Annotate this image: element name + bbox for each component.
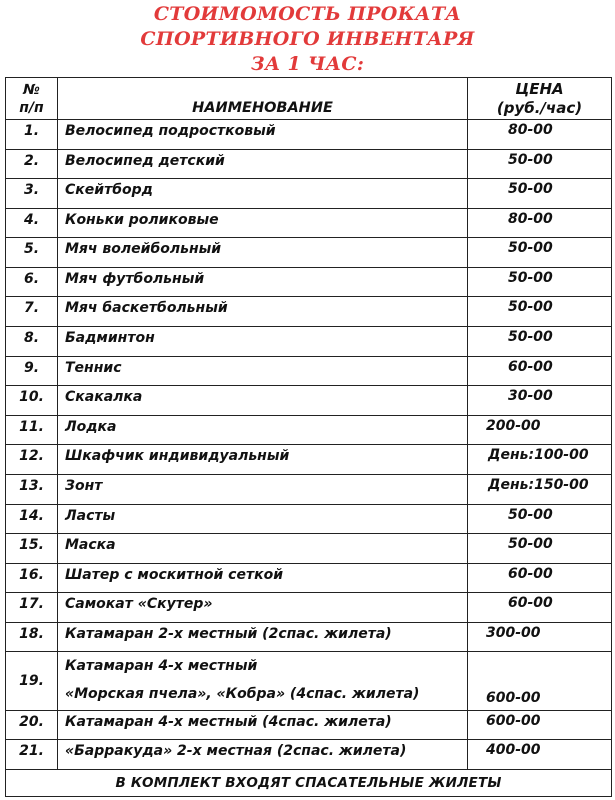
item-name: Коньки роликовые <box>58 208 468 238</box>
page-title <box>0 2 615 77</box>
item-price: 400-00 <box>468 740 612 770</box>
table-row <box>6 504 612 534</box>
row-number: 5. <box>6 238 58 268</box>
item-price: 300-00 <box>468 622 612 652</box>
row-number: 15. <box>6 534 58 564</box>
item-price: 600-00 <box>468 652 612 710</box>
table-row <box>6 120 612 150</box>
item-name-line-2: «Морская пчела», «Кобра» (4спас. жилета) <box>65 686 420 703</box>
table-row <box>6 740 612 770</box>
row-number: 1. <box>6 120 58 150</box>
table-footer-row <box>6 770 612 797</box>
table-row <box>6 622 612 652</box>
item-price: 50-00 <box>468 327 612 357</box>
item-name <box>58 652 468 710</box>
item-price: 50-00 <box>468 238 612 268</box>
item-name: Велосипед подростковый <box>58 120 468 150</box>
price-table-body <box>6 120 612 770</box>
item-price: 50-00 <box>468 504 612 534</box>
table-row <box>6 179 612 209</box>
row-number: 10. <box>6 386 58 416</box>
item-name: Маска <box>58 534 468 564</box>
title-line-3: ЗА 1 ЧАС: <box>250 53 365 75</box>
table-row <box>6 327 612 357</box>
item-name: Теннис <box>58 356 468 386</box>
item-name: Велосипед детский <box>58 149 468 179</box>
row-number: 11. <box>6 415 58 445</box>
item-price: 600-00 <box>468 710 612 740</box>
item-price: 60-00 <box>468 356 612 386</box>
table-row <box>6 149 612 179</box>
table-row <box>6 652 612 710</box>
table-row <box>6 386 612 416</box>
table-row <box>6 563 612 593</box>
item-price: 80-00 <box>468 208 612 238</box>
table-row <box>6 267 612 297</box>
item-name-line-1: Катамаран 4-х местный <box>65 658 258 675</box>
item-name: Скейтборд <box>58 179 468 209</box>
item-name: Бадминтон <box>58 327 468 357</box>
item-name: «Барракуда» 2-х местная (2спас. жилета) <box>58 740 468 770</box>
table-row <box>6 208 612 238</box>
table-row <box>6 445 612 475</box>
table-header-row <box>6 78 612 120</box>
column-header-price: ЦЕНА (руб./час) <box>468 78 612 120</box>
row-number: 17. <box>6 593 58 623</box>
table-row <box>6 356 612 386</box>
item-name: Шатер с москитной сеткой <box>58 563 468 593</box>
item-name: Самокат «Скутер» <box>58 593 468 623</box>
table-row <box>6 534 612 564</box>
row-number: 2. <box>6 149 58 179</box>
table-row <box>6 593 612 623</box>
item-name: Мяч волейбольный <box>58 238 468 268</box>
footer-note: В КОМПЛЕКТ ВХОДЯТ СПАСАТЕЛЬНЫЕ ЖИЛЕТЫ <box>6 770 612 797</box>
item-price: 80-00 <box>468 120 612 150</box>
row-number: 18. <box>6 622 58 652</box>
title-line-1: СТОИМОМОСТЬ ПРОКАТА <box>153 3 462 25</box>
row-number: 12. <box>6 445 58 475</box>
item-name: Шкафчик индивидуальный <box>58 445 468 475</box>
row-number: 4. <box>6 208 58 238</box>
row-number: 14. <box>6 504 58 534</box>
item-name: Зонт <box>58 474 468 504</box>
row-number: 6. <box>6 267 58 297</box>
item-price: 50-00 <box>468 297 612 327</box>
item-name: Катамаран 4-х местный (4спас. жилета) <box>58 710 468 740</box>
title-line-2: СПОРТИВНОГО ИНВЕНТАРЯ <box>140 28 475 50</box>
item-price: 30-00 <box>468 386 612 416</box>
item-name: Мяч футбольный <box>58 267 468 297</box>
item-price: 200-00 <box>468 415 612 445</box>
row-number: 3. <box>6 179 58 209</box>
item-name: Мяч баскетбольный <box>58 297 468 327</box>
table-row <box>6 474 612 504</box>
table-row <box>6 415 612 445</box>
table-row <box>6 238 612 268</box>
item-price: 50-00 <box>468 534 612 564</box>
item-name: Катамаран 2-х местный (2спас. жилета) <box>58 622 468 652</box>
item-price: 50-00 <box>468 179 612 209</box>
item-price: День:150-00 <box>468 474 612 504</box>
row-number: 13. <box>6 474 58 504</box>
row-number: 21. <box>6 740 58 770</box>
item-price: 50-00 <box>468 149 612 179</box>
row-number: 8. <box>6 327 58 357</box>
row-number: 7. <box>6 297 58 327</box>
item-price: 60-00 <box>468 593 612 623</box>
item-name: Скакалка <box>58 386 468 416</box>
item-name: Лодка <box>58 415 468 445</box>
row-number: 19. <box>6 652 58 710</box>
item-price: 50-00 <box>468 267 612 297</box>
row-number: 9. <box>6 356 58 386</box>
table-row <box>6 710 612 740</box>
row-number: 20. <box>6 710 58 740</box>
item-price: 60-00 <box>468 563 612 593</box>
row-number: 16. <box>6 563 58 593</box>
item-price: День:100-00 <box>468 445 612 475</box>
item-name: Ласты <box>58 504 468 534</box>
price-table <box>5 77 612 797</box>
column-header-name: НАИМЕНОВАНИЕ <box>58 78 468 120</box>
table-row <box>6 297 612 327</box>
column-header-number: № п/п <box>6 78 58 120</box>
